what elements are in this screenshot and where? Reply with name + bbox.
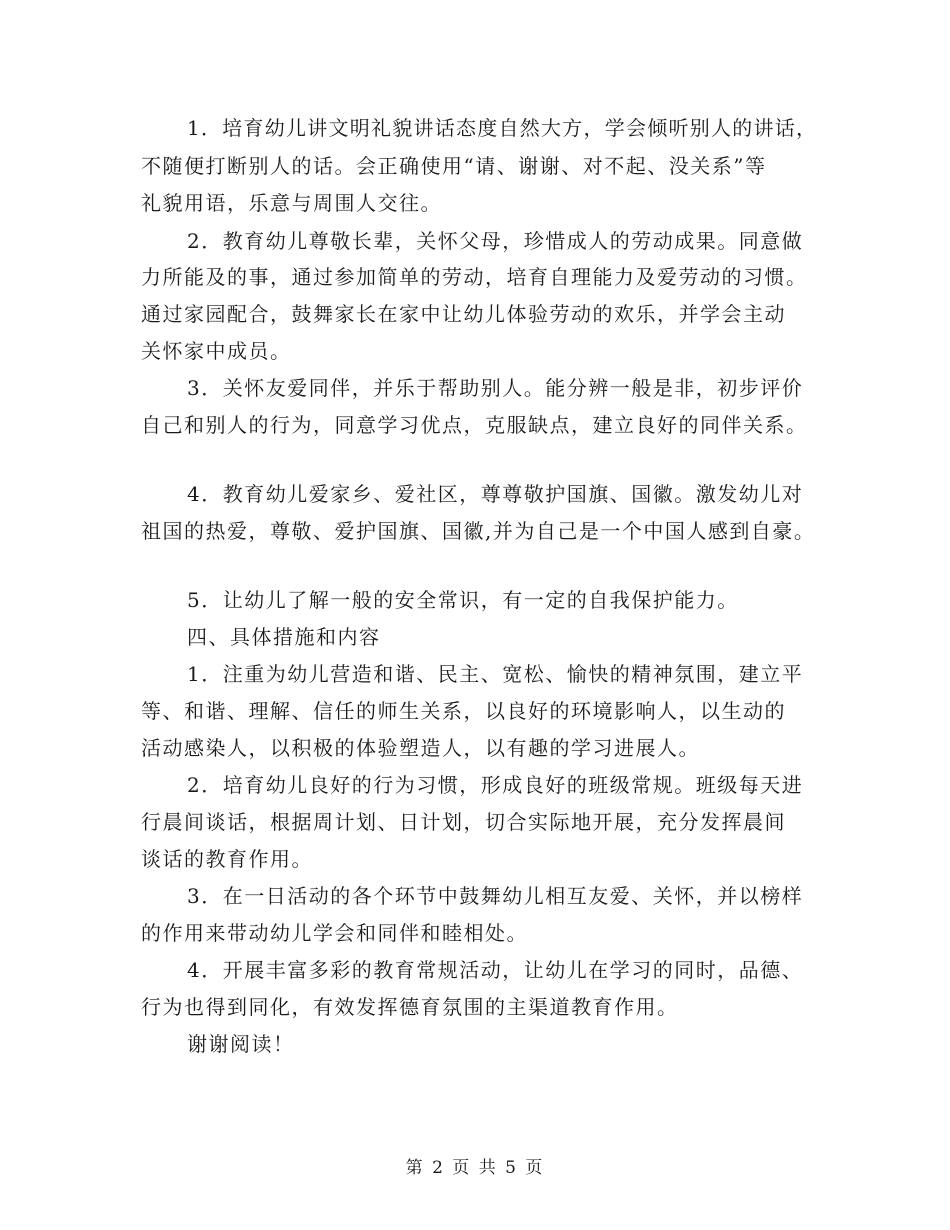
paragraph-line: 1．注重为幼儿营造和谐、民主、宽松、愉快的精神氛围，建立平 [187,662,804,686]
paragraph-line: 2．培育幼儿良好的行为习惯，形成良好的班级常规。班级每天进 [187,773,804,797]
paragraph-line: 关怀家中成员。 [141,339,292,363]
paragraph-line: 1．培育幼儿讲文明礼貌讲话态度自然大方，学会倾听别人的讲话， [187,116,818,140]
closing-line: 谢谢阅读！ [187,1032,295,1056]
paragraph-line: 行晨间谈话，根据周计划、日计划，切合实际地开展，充分发挥晨间 [141,810,786,834]
paragraph-line: 活动感染人，以积极的体验塑造人，以有趣的学习进展人。 [141,736,700,760]
paragraph-line: 不随便打断别人的话。会正确使用“请、谢谢、对不起、没关系”等 [141,154,767,178]
paragraph-line: 礼貌用语，乐意与周围人交往。 [141,191,442,215]
paragraph-line: 自己和别人的行为，同意学习优点，克服缺点，建立良好的同伴关系。 [141,413,808,437]
paragraph-line: 2．教育幼儿尊敬长辈，关怀父母，珍惜成人的劳动成果。同意做 [187,229,804,253]
paragraph-line: 力所能及的事，通过参加简单的劳动，培育自理能力及爱劳动的习惯。 [141,265,808,289]
paragraph-line: 5．让幼儿了解一般的安全常识，有一定的自我保护能力。 [187,588,739,612]
paragraph-line: 3．在一日活动的各个环节中鼓舞幼儿相互友爱、关怀，并以榜样 [187,884,804,908]
paragraph-line: 谈话的教育作用。 [141,847,313,871]
paragraph-line: 的作用来带动幼儿学会和同伴和睦相处。 [141,921,528,945]
section-heading: 四、具体措施和内容 [187,625,381,649]
paragraph-line: 等、和谐、理解、信任的师生关系，以良好的环境影响人，以生动的 [141,699,786,723]
page-number-footer: 第 2 页 共 5 页 [405,1158,545,1178]
paragraph-line: 通过家园配合，鼓舞家长在家中让幼儿体验劳动的欢乐，并学会主动 [141,302,786,326]
paragraph-line: 3．关怀友爱同伴，并乐于帮助别人。能分辨一般是非，初步评价 [187,376,804,400]
paragraph-line: 4．教育幼儿爱家乡、爱社区，尊尊敬护国旗、国徽。激发幼儿对 [187,482,804,506]
paragraph-line: 行为也得到同化，有效发挥德育氛围的主渠道教育作用。 [141,995,679,1019]
paragraph-line: 4．开展丰富多彩的教育常规活动，让幼儿在学习的同时，品德、 [187,958,804,982]
paragraph-line: 祖国的热爱，尊敬、爱护国旗、国徽,并为自己是一个中国人感到自豪。 [141,519,816,543]
